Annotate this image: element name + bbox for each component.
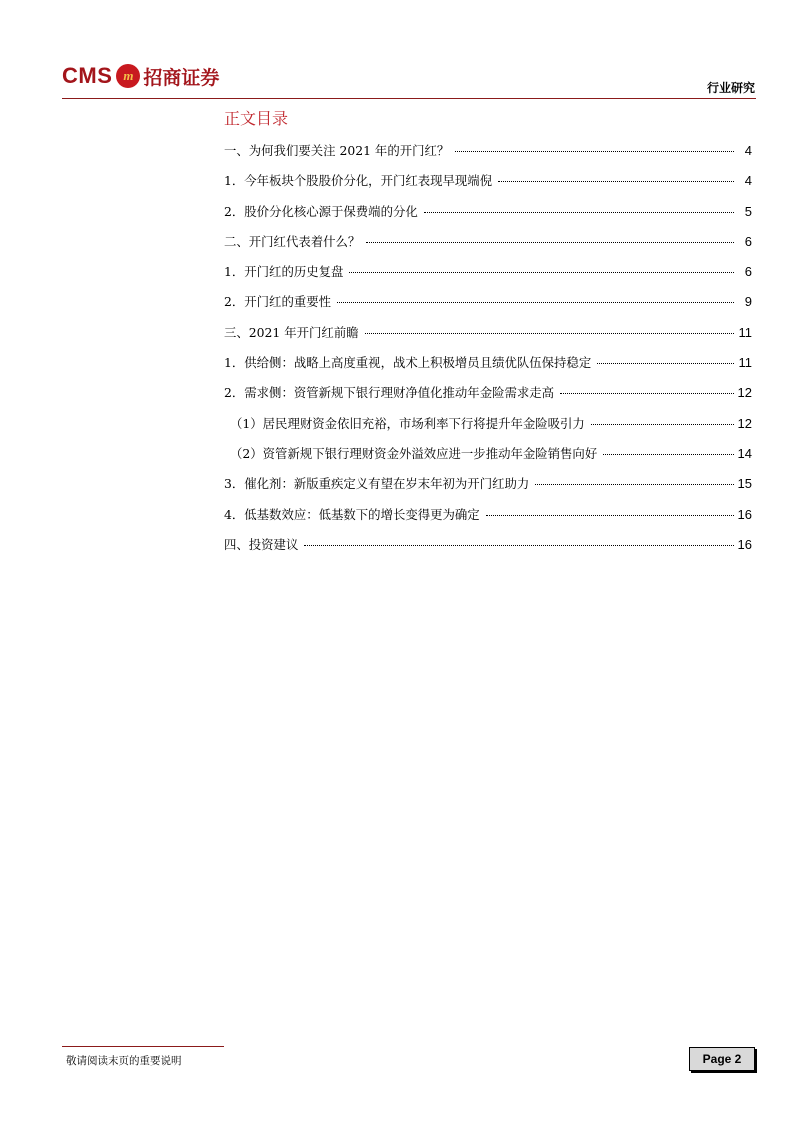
toc-entry-page: 5	[744, 203, 752, 219]
toc-leader	[349, 272, 734, 273]
toc-entry[interactable]	[224, 383, 752, 413]
toc-entry-label: 3．催化剂：新版重疾定义有望在岁末年初为开门红助力	[224, 476, 530, 492]
toc-entry[interactable]	[224, 323, 752, 353]
toc-entry-label: 1．今年板块个股股价分化，开门红表现早现端倪	[224, 173, 493, 189]
toc-leader	[498, 181, 734, 182]
toc-entry[interactable]	[224, 414, 752, 444]
disclaimer-note: 敬请阅读末页的重要说明	[66, 1055, 182, 1067]
header-divider	[62, 98, 756, 99]
logo-cms-text: CMS	[62, 63, 113, 88]
toc-entry-label: （1）居民理财资金依旧充裕，市场利率下行将提升年金险吸引力	[230, 415, 585, 431]
toc-entry-label: 2．股价分化核心源于保费端的分化	[224, 203, 418, 219]
toc-entry-label: 1．开门红的历史复盘	[224, 264, 344, 280]
toc-entry-label: 一、为何我们要关注 2021 年的开门红？	[224, 143, 450, 158]
toc-entry-page: 14	[737, 445, 752, 461]
toc-leader	[603, 454, 733, 455]
toc-leader	[424, 212, 734, 213]
toc-entry-label: 2．需求侧：资管新规下银行理财净值化推动年金险需求走高	[224, 385, 555, 401]
toc-entry-page: 12	[737, 415, 752, 431]
toc-entry-page: 16	[737, 536, 752, 552]
toc-entry-label: 三、2021 年开门红前瞻	[224, 324, 359, 340]
toc-entry-label: （2）资管新规下银行理财资金外溢效应进一步推动年金险销售向好	[230, 445, 598, 461]
toc-entry[interactable]	[224, 141, 752, 171]
toc-entry[interactable]	[224, 474, 752, 504]
toc-entry-label: 1．供给侧：战略上高度重视，战术上积极增员且绩优队伍保持稳定	[224, 355, 592, 371]
toc-entry-label: 四、投资建议	[224, 536, 299, 552]
toc-leader	[560, 393, 733, 394]
toc-leader	[366, 242, 734, 243]
toc-entry-page: 15	[737, 476, 752, 492]
toc-leader	[455, 151, 734, 152]
toc-entry-page: 9	[744, 294, 752, 310]
toc-entry[interactable]	[224, 353, 752, 383]
toc-entry-page: 6	[744, 264, 752, 280]
toc-leader	[304, 545, 733, 546]
page-number-badge: Page 2	[689, 1047, 755, 1071]
logo-mark-glyph: m	[123, 68, 134, 83]
logo-mark-icon	[116, 64, 140, 88]
toc-leader	[591, 424, 734, 425]
toc-entry-page: 4	[744, 173, 752, 189]
toc-leader	[486, 515, 734, 516]
toc-entry[interactable]	[224, 202, 752, 232]
toc-entry-page: 12	[737, 385, 752, 401]
toc-entry-label: 4．低基数效应：低基数下的增长变得更为确定	[224, 506, 480, 522]
footer-divider	[62, 1046, 224, 1047]
toc-entry[interactable]	[224, 262, 752, 292]
toc-title: 正文目录	[224, 109, 289, 128]
toc-entry-label: 二、开门红代表着什么？	[224, 233, 361, 249]
toc-entry[interactable]	[224, 171, 752, 201]
page-header	[0, 0, 793, 100]
toc-entry-page: 4	[744, 143, 752, 158]
toc-leader	[337, 302, 734, 303]
toc-entry-page: 11	[738, 355, 752, 371]
report-category: 行业研究	[706, 81, 755, 95]
toc-entry-label: 2．开门红的重要性	[224, 294, 332, 310]
toc-entry[interactable]	[224, 444, 752, 474]
toc-entry[interactable]	[224, 232, 752, 262]
logo-company-name: 招商证券	[143, 66, 220, 89]
toc-entry-page: 16	[737, 506, 752, 522]
toc-leader	[535, 484, 733, 485]
toc-leader	[365, 333, 734, 334]
cms-logo	[62, 62, 219, 90]
table-of-contents	[224, 141, 752, 565]
toc-leader	[597, 363, 734, 364]
toc-entry[interactable]	[224, 505, 752, 535]
toc-entry-page: 11	[738, 324, 752, 340]
toc-entry[interactable]	[224, 292, 752, 322]
toc-entry-page: 6	[744, 233, 752, 249]
toc-entry[interactable]	[224, 535, 752, 565]
